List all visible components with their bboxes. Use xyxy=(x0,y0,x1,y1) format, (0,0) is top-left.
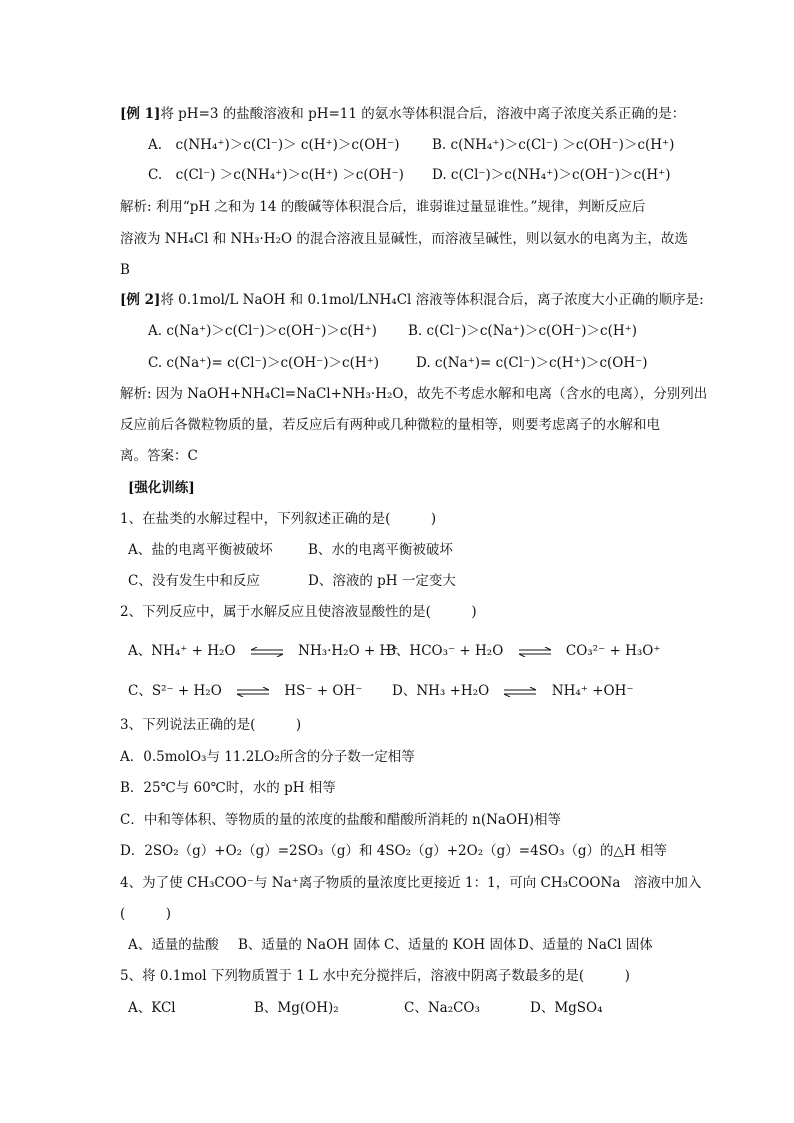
q2-option-d xyxy=(392,681,633,701)
example-2-text: 将 0.1mol/L NaOH 和 0.1mol/LNH₄Cl 溶液等体积混合后，离子浓度大小正确的顺序是: xyxy=(160,292,704,308)
example-1-option-c: C. c(Cl⁻) ＞c(NH₄⁺)＞c(H⁺) ＞c(OH⁻) xyxy=(148,167,404,183)
q2-option-b-products: CO₃²⁻ + H₃O⁺ xyxy=(565,643,661,659)
q2-option-d-products: NH₄⁺ +OH⁻ xyxy=(551,683,634,699)
q1-stem: 1、在盐类的水解过程中，下列叙述正确的是( ) xyxy=(120,511,437,527)
q1-option-b: B、水的电离平衡被破坏 xyxy=(308,542,453,558)
q2-option-c-products: HS⁻ + OH⁻ xyxy=(284,683,363,699)
q2-option-b xyxy=(386,641,661,661)
example-2-analysis-line: 反应前后各微粒物质的量，若反应后有两种或几种微粒的量相等，则要考虑离子的水解和电 xyxy=(120,417,660,433)
q2-option-a-reactants: A、NH₄⁺ + H₂O xyxy=(128,643,236,659)
q2-option-c xyxy=(128,681,362,701)
equilibrium-arrow-icon xyxy=(236,687,270,697)
q1-option-c: C、没有发生中和反应 xyxy=(128,573,260,589)
example-1-text: 将 pH=3 的盐酸溶液和 pH=11 的氨水等体积混合后，溶液中离子浓度关系正确的是： xyxy=(160,106,686,122)
q4-option-b: B、适量的 NaOH 固体 xyxy=(238,937,381,953)
q4-option-c: C、适量的 KOH 固体 xyxy=(384,937,517,953)
q2-option-b-reactants: B、HCO₃⁻ + H₂O xyxy=(386,643,504,659)
equilibrium-arrow-icon xyxy=(518,647,552,657)
example-2-option-a: A. c(Na⁺)＞c(Cl⁻)＞c(OH⁻)＞c(H⁺) xyxy=(148,323,377,339)
example-2-option-d: D. c(Na⁺)= c(Cl⁻)＞c(H⁺)＞c(OH⁻) xyxy=(416,355,648,371)
q4-stem: 4、为了使 CH₃COO⁻与 Na⁺离子物质的量浓度比更接近 1：1，可向 CH₃COONa 溶液中加入 xyxy=(120,875,702,891)
q4-option-d: D、适量的 NaCl 固体 xyxy=(518,937,653,953)
q5-option-c: C、Na₂CO₃ xyxy=(404,1000,480,1016)
q2-option-c-reactants: C、S²⁻ + H₂O xyxy=(128,683,222,699)
example-2-option-b: B. c(Cl⁻)＞c(Na⁺)＞c(OH⁻)＞c(H⁺) xyxy=(408,323,638,339)
q3-option-c: C．中和等体积、等物质的量的浓度的盐酸和醋酸所消耗的 n(NaOH)相等 xyxy=(120,812,562,828)
training-title: [强化训练] xyxy=(128,480,195,496)
example-1-analysis-line: 溶液为 NH₄Cl 和 NH₃·H₂O 的混合溶液且显碱性，而溶液呈碱性，则以氨水的电离为主，故选 xyxy=(120,231,688,247)
q2-stem: 2、下列反应中，属于水解反应且使溶液显酸性的是( ) xyxy=(120,604,477,620)
q5-option-b: B、Mg(OH)₂ xyxy=(254,1000,339,1016)
example-2-option-c: C. c(Na⁺)= c(Cl⁻)＞c(OH⁻)＞c(H⁺) xyxy=(148,355,380,371)
example-1-analysis-line: 解析: 利用“pH 之和为 14 的酸碱等体积混合后，谁弱谁过量显谁性。”规律，判断反应后 xyxy=(120,199,646,215)
equilibrium-arrow-icon xyxy=(250,647,284,657)
q2-option-a-products: NH₃·H₂O + H⁺ xyxy=(298,643,399,659)
example-1-option-a: A. c(NH₄⁺)＞c(Cl⁻)＞ c(H⁺)＞c(OH⁻) xyxy=(148,137,400,153)
q4-stem-blank: ( ) xyxy=(120,906,172,922)
example-1-analysis-line: B xyxy=(120,262,130,278)
q3-option-b: B．25℃与 60℃时，水的 pH 相等 xyxy=(120,780,336,796)
example-2-title: [例 2] xyxy=(120,292,161,308)
example-2-analysis-line: 解析: 因为 NaOH+NH₄Cl=NaCl+NH₃·H₂O，故先不考虑水解和电离（含水的电离），分别列出 xyxy=(120,386,708,402)
q3-option-d: D．2SO₂（g）+O₂（g）=2SO₃（g）和 4SO₂（g）+2O₂（g）=4SO₃（g）的△H 相等 xyxy=(120,843,667,859)
q3-stem: 3、下列说法正确的是( ) xyxy=(120,717,302,733)
q5-option-a: A、KCl xyxy=(128,1000,176,1016)
q2-option-d-reactants: D、NH₃ +H₂O xyxy=(392,683,490,699)
q2-option-a xyxy=(128,641,398,661)
example-1-question xyxy=(120,104,685,124)
q5-option-d: D、MgSO₄ xyxy=(530,1000,603,1016)
example-1-option-b: B. c(NH₄⁺)＞c(Cl⁻) ＞c(OH⁻)＞c(H⁺) xyxy=(432,137,675,153)
example-1-option-d: D. c(Cl⁻)＞c(NH₄⁺)＞c(OH⁻)＞c(H⁺) xyxy=(432,167,671,183)
q3-option-a: A．0.5molO₃与 11.2LO₂所含的分子数一定相等 xyxy=(120,749,415,765)
q4-option-a: A、适量的盐酸 xyxy=(128,937,219,953)
q1-option-a: A、盐的电离平衡被破坏 xyxy=(128,542,273,558)
example-1-title: [例 1] xyxy=(120,106,161,122)
q5-stem: 5、将 0.1mol 下列物质置于 1 L 水中充分搅拌后，溶液中阴离子数最多的是( ) xyxy=(120,968,630,984)
example-2-question xyxy=(120,290,704,310)
q1-option-d: D、溶液的 pH 一定变大 xyxy=(308,573,456,589)
example-2-analysis-line: 离。答案：C xyxy=(120,448,198,464)
equilibrium-arrow-icon xyxy=(503,687,537,697)
